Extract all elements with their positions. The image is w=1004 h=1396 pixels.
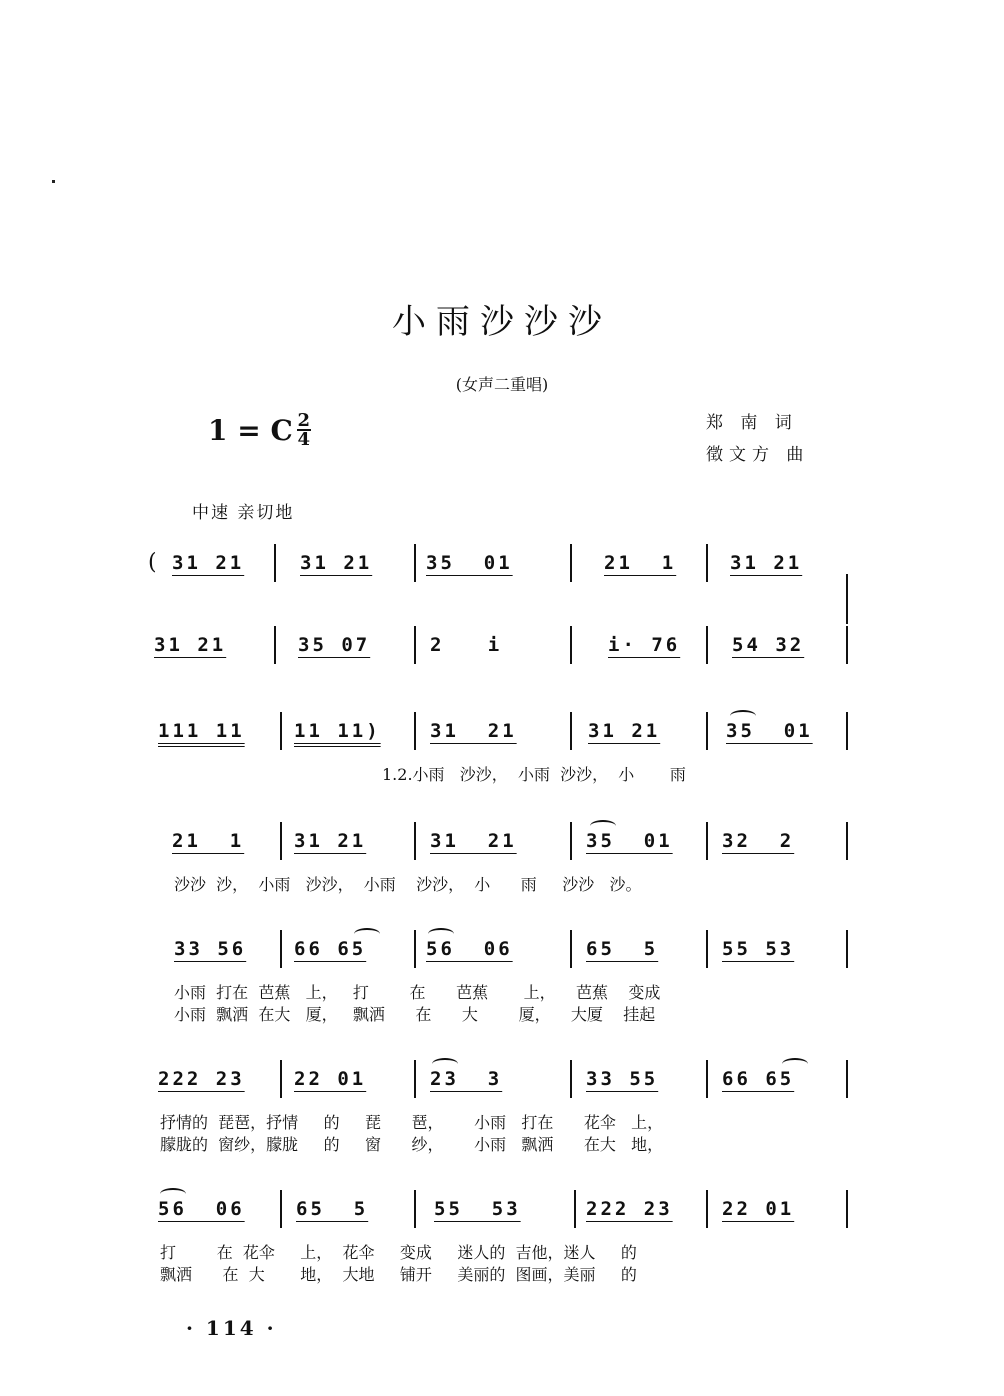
time-signature (297, 412, 311, 448)
measure: 35 01 (426, 552, 513, 574)
measure: 54 32 (732, 634, 805, 656)
measure: 56 06 (426, 938, 513, 960)
page-number: · 114 · (186, 1316, 277, 1340)
measure: 55 53 (434, 1198, 521, 1220)
measure: 33 56 (174, 938, 247, 960)
measure: 66 65 (294, 938, 367, 960)
lyric-line-verse-1: 抒情的 琵琶，抒情 的 琵 琶， 小雨 打在 花伞 上， (160, 1113, 664, 1132)
measure: 32 2 (722, 830, 795, 852)
lyric-line-verse-2: 小雨 飘洒 在大 厦， 飘洒 在 大 厦， 大厦 挂起 (174, 1005, 656, 1024)
measure: 56 06 (158, 1198, 245, 1220)
key-signature (208, 412, 311, 448)
time-bottom: 4 (297, 429, 310, 450)
lyric-line-verse-1: 打 在 花伞 上， 花伞 变成 迷人的 吉他，迷人 的 (160, 1243, 637, 1262)
measure: 22 01 (294, 1068, 367, 1090)
measure: 222 23 (586, 1198, 673, 1220)
staff-row-4 (150, 822, 860, 894)
composer-credit: 徵文方 曲 (706, 445, 810, 465)
measure: 35 01 (586, 830, 673, 852)
tempo-marking: 中速 亲切地 (192, 503, 295, 523)
measure: 31 21 (430, 720, 517, 742)
measure: 111 11 (158, 720, 245, 742)
lyric-line-verse-1: 小雨 打在 芭蕉 上， 打 在 芭蕉 上， 芭蕉 变成 (174, 983, 661, 1002)
measure: 21 1 (172, 830, 245, 852)
lyric-line: 1.2.小雨 沙沙， 小雨 沙沙， 小 雨 (382, 765, 686, 784)
measure: 66 65 (722, 1068, 795, 1090)
measure: 21 1 (604, 552, 677, 574)
measure: 65 5 (586, 938, 659, 960)
measure: 31 21 (300, 552, 373, 574)
measure: 33 55 (586, 1068, 659, 1090)
lyric-line-verse-2: 朦胧的 窗纱，朦胧 的 窗 纱， 小雨 飘洒 在大 地， (160, 1135, 664, 1154)
time-top: 2 (297, 410, 310, 431)
measure: 31 21 (294, 830, 367, 852)
staff-row-1 (150, 544, 860, 584)
measure: 35 07 (298, 634, 371, 656)
measure: 65 5 (296, 1198, 369, 1220)
stray-mark (52, 180, 55, 183)
lyric-line: 沙沙 沙， 小雨 沙沙， 小雨 沙沙， 小 雨 沙沙 沙。 (174, 875, 642, 894)
staff-row-6 (150, 1060, 860, 1154)
staff-row-5 (150, 930, 860, 1024)
staff-row-2 (150, 626, 860, 666)
measure: 31 21 (172, 552, 245, 574)
song-title: 小雨沙沙沙 (392, 302, 612, 342)
lyric-line-verse-2: 飘洒 在 大 地， 大地 铺开 美丽的 图画，美丽 的 (160, 1265, 637, 1284)
measure: 31 21 (588, 720, 661, 742)
song-subtitle: (女声二重唱) (455, 375, 549, 394)
measure: 11 11) (294, 720, 381, 742)
measure: 31 21 (430, 830, 517, 852)
staff-row-3 (150, 712, 860, 784)
measure: 2 i (430, 634, 503, 656)
measure: i· 76 (608, 634, 681, 656)
measure: 31 21 (730, 552, 803, 574)
staff-row-7 (150, 1190, 860, 1284)
measure: 31 21 (154, 634, 227, 656)
measure: 23 3 (430, 1068, 503, 1090)
key-prefix: 1 = C (208, 413, 293, 447)
measure: 22 01 (722, 1198, 795, 1220)
measure: 55 53 (722, 938, 795, 960)
measure: 35 01 (726, 720, 813, 742)
measure: 222 23 (158, 1068, 245, 1090)
lyricist-credit: 郑 南 词 (706, 413, 798, 433)
intro-paren: ( (148, 550, 157, 575)
